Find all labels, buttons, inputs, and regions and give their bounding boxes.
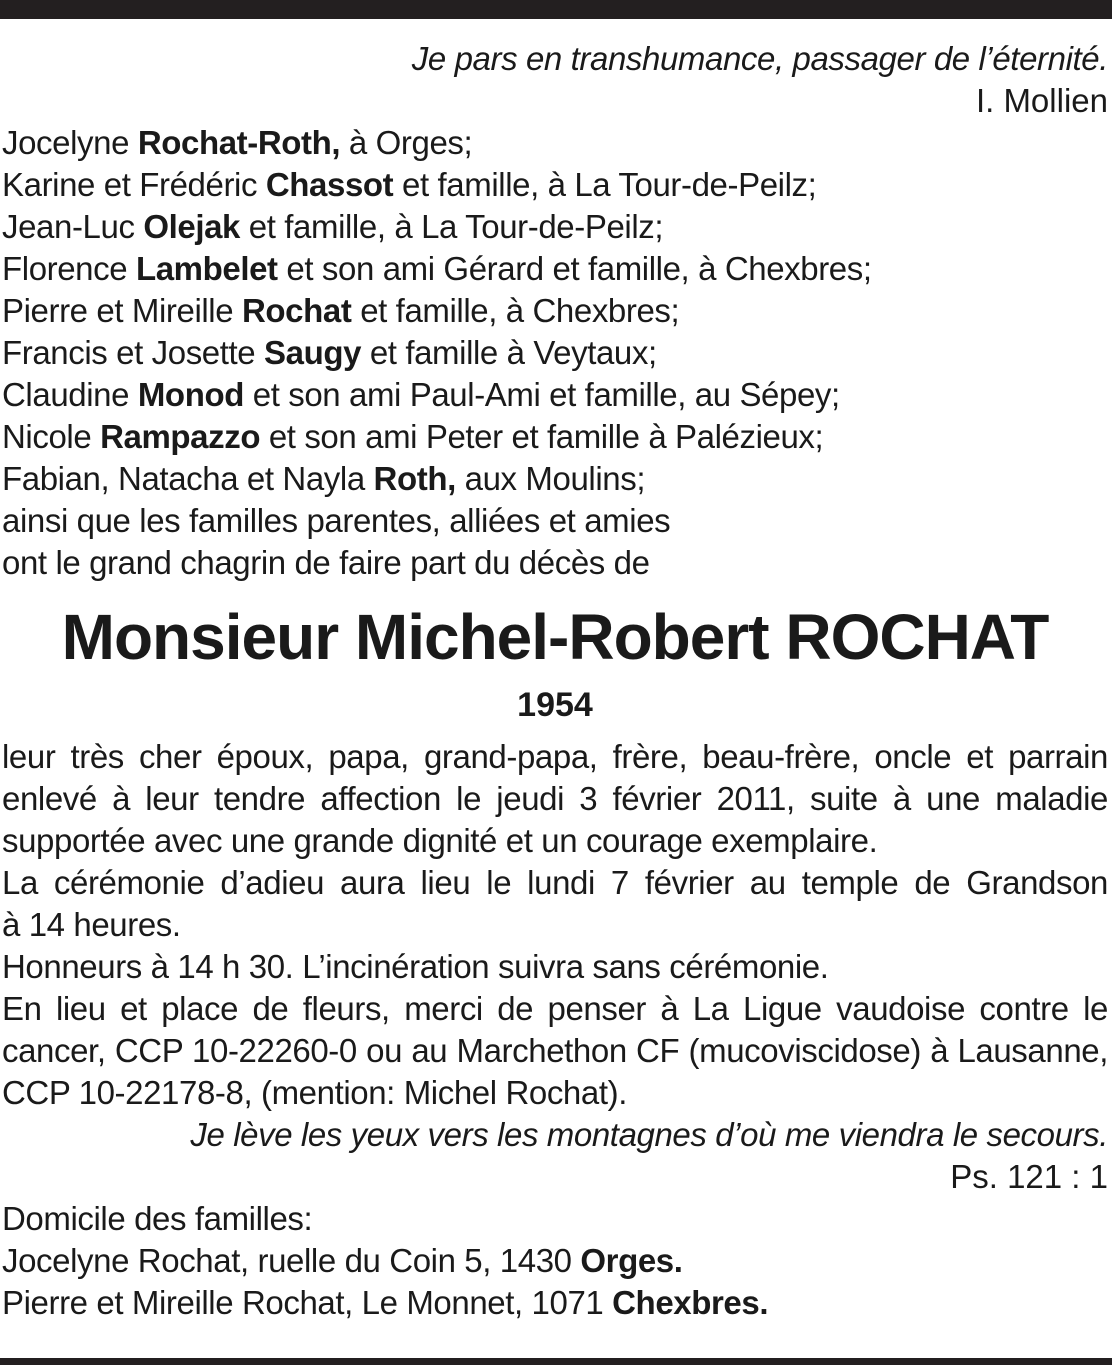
intro-line: ainsi que les familles parentes, alliées et amies	[2, 502, 671, 539]
domicile-label: Domicile des familles:	[2, 1200, 313, 1237]
domicile-city: Chexbres.	[612, 1284, 769, 1321]
mourner-line: Claudine Monod et son ami Paul-Ami et famille, au Sépey;	[2, 376, 840, 413]
obituary-notice	[2, 38, 1108, 1324]
family-name: Lambelet	[135, 250, 278, 287]
family-name: Rochat	[241, 292, 352, 329]
details-paragraph-4: En lieu et place de fleurs, merci de penser à La Ligue vaudoise contre le cancer, CCP 10-22260-0 ou au Marchethon CF (mucoviscidose) à Lausanne, CCP 10-22178-8, (mention: Michel Rochat).	[2, 990, 1108, 1111]
bottom-rule	[0, 1358, 1112, 1365]
domicile-entry: Pierre et Mireille Rochat, Le Monnet, 1071 Chexbres.	[2, 1284, 769, 1321]
epigraph-author: I. Mollien	[975, 82, 1108, 119]
mourner-line: Fabian, Natacha et Nayla Roth, aux Moulins;	[2, 460, 646, 497]
details-paragraph-3: Honneurs à 14 h 30. L’incinération suivra sans cérémonie.	[2, 948, 829, 985]
family-name: Saugy	[264, 334, 362, 371]
family-name: Olejak	[143, 208, 240, 245]
mourner-line: Nicole Rampazzo et son ami Peter et famille à Palézieux;	[2, 418, 824, 455]
deceased-year: 1954	[517, 686, 593, 724]
mourner-line: Francis et Josette Saugy et famille à Veytaux;	[2, 334, 657, 371]
family-name: Roth,	[373, 460, 456, 497]
closing-reference: Ps. 121 : 1	[950, 1158, 1108, 1195]
top-rule	[0, 0, 1112, 19]
family-name: Chassot	[265, 166, 394, 203]
family-name: Rampazzo	[100, 418, 261, 455]
deceased-name: Monsieur Michel-Robert ROCHAT	[61, 601, 1049, 673]
family-name: Monod	[137, 376, 244, 413]
domicile-city: Orges.	[580, 1242, 683, 1279]
details-paragraph-2: La cérémonie d’adieu aura lieu le lundi 7 février au temple de Grandson à 14 heures.	[2, 864, 1108, 943]
mourner-line: Jean-Luc Olejak et famille, à La Tour-de-Peilz;	[2, 208, 664, 245]
details-paragraph-1: leur très cher époux, papa, grand-papa, frère, beau-frère, oncle et parrain enlevé à leur tendre affection le jeudi 3 février 2011, suite à une maladie supportée avec une grande dignité et un courage exemplaire.	[2, 738, 1108, 859]
mourner-line: Pierre et Mireille Rochat et famille, à Chexbres;	[2, 292, 680, 329]
mourners-list	[2, 122, 1108, 500]
mourner-line: Florence Lambelet et son ami Gérard et famille, à Chexbres;	[2, 250, 872, 287]
domicile-entry: Jocelyne Rochat, ruelle du Coin 5, 1430 Orges.	[2, 1242, 683, 1279]
intro-line: ont le grand chagrin de faire part du décès de	[2, 544, 650, 581]
mourner-line: Karine et Frédéric Chassot et famille, à La Tour-de-Peilz;	[2, 166, 817, 203]
family-name: Rochat-Roth,	[137, 124, 341, 161]
closing-quote: Je lève les yeux vers les montagnes d’où me viendra le secours.	[190, 1116, 1108, 1153]
mourner-line: Jocelyne Rochat-Roth, à Orges;	[2, 124, 473, 161]
epigraph-quote: Je pars en transhumance, passager de l’éternité.	[411, 40, 1108, 77]
